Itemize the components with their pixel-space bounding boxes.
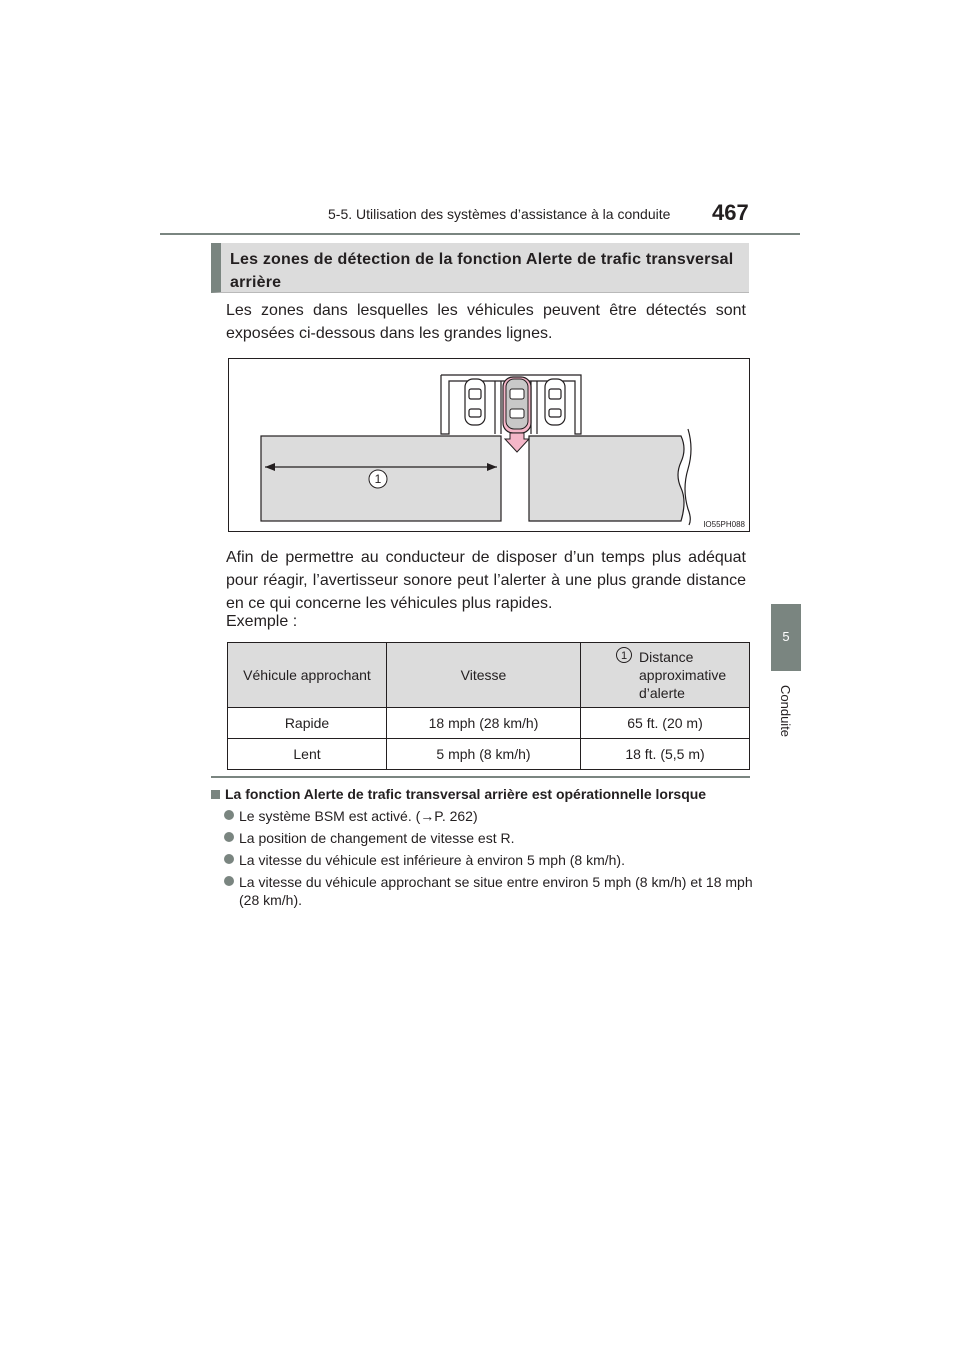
table-header-cell-distance [581,643,750,708]
bullet-icon [224,832,234,842]
table-row [228,708,750,739]
detection-zone-figure [228,358,750,532]
table-row [228,739,750,770]
square-bullet-icon [211,790,220,799]
alert-distance-table [227,642,750,770]
table-header-row [228,643,750,708]
table-cell: 18 ft. (5,5 m) [581,739,750,770]
table-header-distance-label: Distance approximative d’alerte [639,649,727,701]
table-header-cell: Véhicule approchant [228,643,387,708]
table-cell: 5 mph (8 km/h) [387,739,581,770]
page-number: 467 [712,200,749,225]
note-title [211,786,706,802]
header-section-title: 5-5. Utilisation des systèmes d’assistance à la conduite [328,206,671,222]
bullet-icon [224,876,234,886]
body-paragraph: Afin de permettre au conducteur de disposer d’un temps plus adéquat pour réagir, l’avertisseur sonore peut l’alerter à une plus grande distance en ce qui concerne les véhicules plus rapides. [226,549,746,612]
list-item-text: La vitesse du véhicule est inférieure à environ 5 mph (8 km/h). [239,852,625,868]
table-cell: 18 mph (28 km/h) [387,708,581,739]
figure-code: IO55PH088 [703,520,745,529]
table-cell: 65 ft. (20 m) [581,708,750,739]
list-item [224,807,754,825]
note-title-text: La fonction Alerte de trafic transversal arrière est opérationnelle lorsque [225,786,707,802]
table-callout: 1 [616,647,632,663]
table-cell: Lent [228,739,387,770]
chapter-label: Conduite [778,685,793,738]
note-rule [211,776,750,778]
bullet-icon [224,854,234,864]
section-heading: Les zones de détection de la fonction Alerte de trafic transversal arrière [230,251,734,291]
intro-paragraph: Les zones dans lesquelles les véhicules peuvent être détectés sont exposées ci-dessous dans les grandes lignes. [226,302,746,342]
list-item [224,873,754,909]
list-item-text: La position de changement de vitesse est R. [239,830,515,846]
list-item-text: Le système BSM est activé. (→P. 262) [239,808,478,824]
list-item [224,851,754,869]
example-label: Exemple : [226,613,298,630]
bullet-icon [224,810,234,820]
chapter-tab[interactable] [771,604,801,671]
table-header-cell: Vitesse [387,643,581,708]
figure-callout: 1 [374,472,382,486]
detection-zone-illustration [229,359,751,533]
list-item [224,829,754,847]
section-heading-box [211,243,749,293]
chapter-number: 5 [782,629,790,644]
table-cell: Rapide [228,708,387,739]
list-item-text: La vitesse du véhicule approchant se situe entre environ 5 mph (8 km/h) et 18 mph (28 km/h). [239,874,753,908]
header-rule [160,233,800,235]
